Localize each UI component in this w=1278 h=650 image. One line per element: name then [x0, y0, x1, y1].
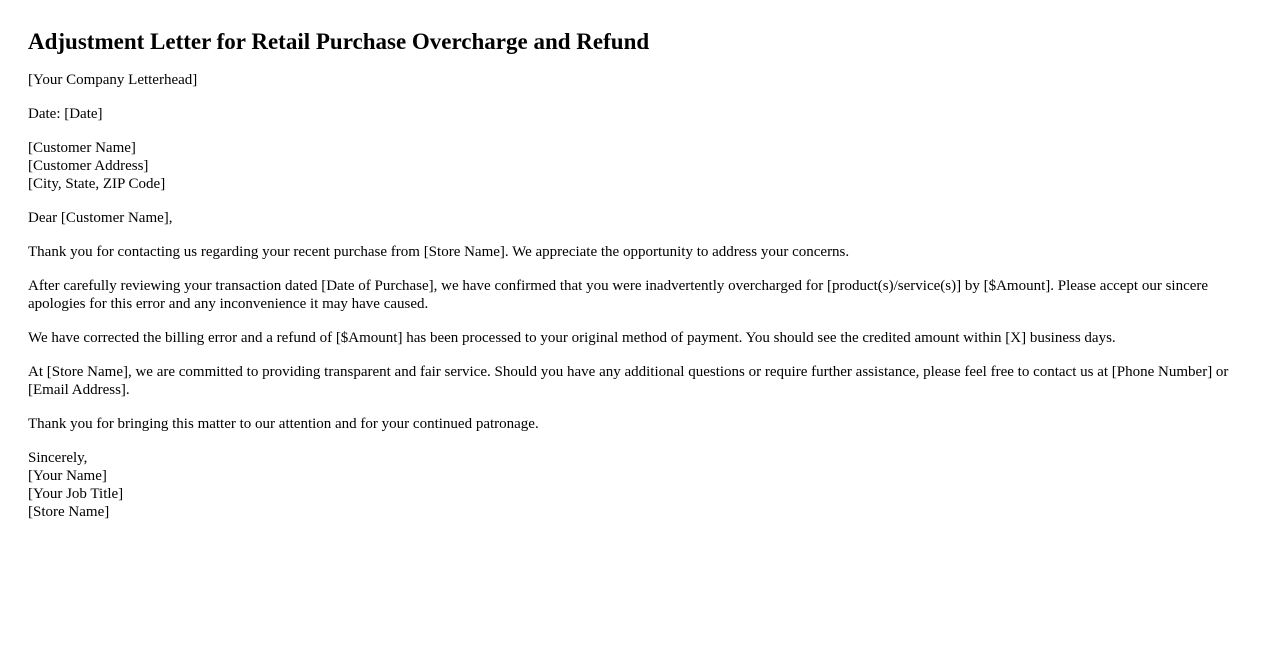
recipient-block: [28, 139, 1250, 193]
paragraph-review: After carefully reviewing your transaction dated [Date of Purchase], we have confirmed that you were inadvertently overcharged for [product(s)/service(s)] by [$Amount]. Please accept our sincere apologies for this error and any inconvenience it may have caused.: [28, 278, 1209, 312]
valediction: Sincerely,: [28, 450, 88, 466]
paragraph-thanks: Thank you for contacting us regarding your recent purchase from [Store Name]. We appreciate the opportunity to address your concerns.: [28, 244, 850, 260]
salutation: Dear [Customer Name],: [28, 210, 173, 226]
letterhead: [Your Company Letterhead]: [28, 72, 198, 88]
paragraph-refund: We have corrected the billing error and a refund of [$Amount] has been processed to your original method of payment. You should see the credited amount within [X] business days.: [28, 330, 1116, 346]
recipient-name: [Customer Name]: [28, 140, 136, 156]
signer-name: [Your Name]: [28, 468, 107, 484]
signature-block: [28, 449, 1250, 521]
date-line: Date: [Date]: [28, 106, 103, 122]
signer-store: [Store Name]: [28, 504, 110, 520]
signer-job-title: [Your Job Title]: [28, 486, 124, 502]
document-title: Adjustment Letter for Retail Purchase Overcharge and Refund: [28, 29, 650, 54]
paragraph-commitment: At [Store Name], we are committed to providing transparent and fair service. Should you have any additional questions or require further assistance, please feel free to contact us at [Phone Number] or [Email Address].: [28, 364, 1229, 398]
recipient-city-state-zip: [City, State, ZIP Code]: [28, 176, 166, 192]
recipient-address: [Customer Address]: [28, 158, 149, 174]
paragraph-closing-thanks: Thank you for bringing this matter to our attention and for your continued patronage.: [28, 416, 539, 432]
